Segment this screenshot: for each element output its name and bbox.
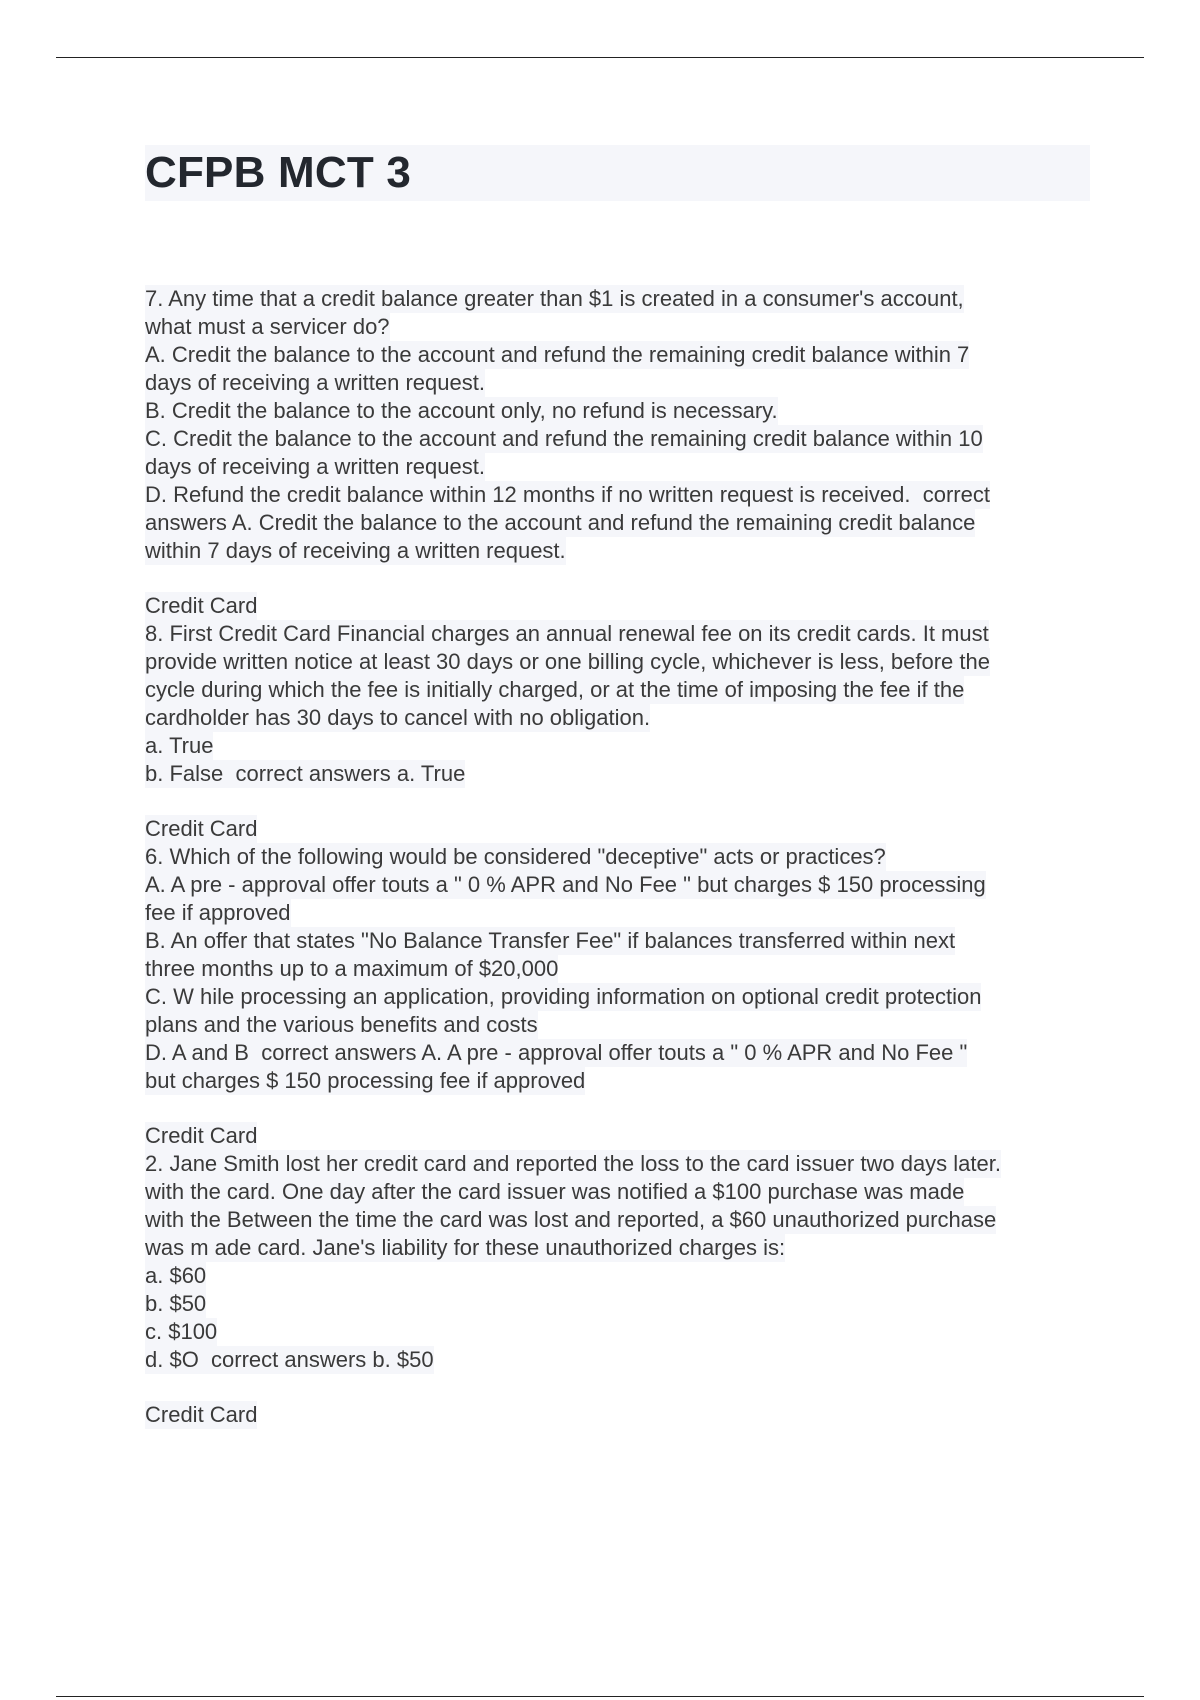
trailing-category-block: [145, 1401, 1090, 1429]
answer-line: d. $O correct answers b. $50: [145, 1347, 434, 1372]
answer-line: b. False correct answers a. True: [145, 761, 466, 786]
question-line: what must a servicer do?: [145, 314, 390, 339]
question-line: 7. Any time that a credit balance greater than $1 is created in a consumer's account,: [145, 286, 964, 311]
answer-line: answers A. Credit the balance to the account and refund the remaining credit balance: [145, 510, 976, 535]
question-line: cycle during which the fee is initially charged, or at the time of imposing the fee if the: [145, 677, 965, 702]
title-band: [145, 145, 1090, 201]
option-line: C. Credit the balance to the account and refund the remaining credit balance within 10: [145, 426, 983, 451]
question-line: was m ade card. Jane's liability for these unauthorized charges is:: [145, 1235, 786, 1260]
question-block-2: [145, 1122, 1090, 1374]
option-line: a. $60: [145, 1263, 207, 1288]
option-line: plans and the various benefits and costs: [145, 1012, 538, 1037]
question-list: [145, 285, 1090, 1429]
option-line: b. $50: [145, 1291, 207, 1316]
category-label: Credit Card: [145, 1123, 258, 1148]
bottom-rule: [56, 1696, 1144, 1697]
category-label: Credit Card: [145, 1402, 258, 1427]
question-line: with the card. One day after the card issuer was notified a $100 purchase was made: [145, 1179, 965, 1204]
option-line: days of receiving a written request.: [145, 370, 485, 395]
page-title: CFPB MCT 3: [145, 148, 411, 197]
category-label: Credit Card: [145, 816, 258, 841]
option-line: a. True: [145, 733, 214, 758]
option-line: days of receiving a written request.: [145, 454, 485, 479]
question-line: provide written notice at least 30 days or one billing cycle, whichever is less, before the: [145, 649, 990, 674]
question-line: 8. First Credit Card Financial charges an annual renewal fee on its credit cards. It must: [145, 621, 989, 646]
question-block-7: [145, 285, 1090, 565]
option-line: B. Credit the balance to the account only, no refund is necessary.: [145, 398, 778, 423]
question-block-6: [145, 815, 1090, 1095]
question-line: 2. Jane Smith lost her credit card and reported the loss to the card issuer two days later.: [145, 1151, 1001, 1176]
answer-line: but charges $ 150 processing fee if approved: [145, 1068, 586, 1093]
option-line: D. Refund the credit balance within 12 months if no written request is received. correct: [145, 482, 990, 507]
question-line: 6. Which of the following would be considered "deceptive" acts or practices?: [145, 844, 886, 869]
option-line: C. W hile processing an application, providing information on optional credit protection: [145, 984, 982, 1009]
option-line: c. $100: [145, 1319, 218, 1344]
option-line: B. An offer that states "No Balance Transfer Fee" if balances transferred within next: [145, 928, 956, 953]
option-line: A. A pre - approval offer touts a " 0 % APR and No Fee " but charges $ 150 processing: [145, 872, 986, 897]
question-line: cardholder has 30 days to cancel with no obligation.: [145, 705, 651, 730]
answer-line: D. A and B correct answers A. A pre - approval offer touts a " 0 % APR and No Fee ": [145, 1040, 968, 1065]
option-line: fee if approved: [145, 900, 291, 925]
question-line: with the Between the time the card was lost and reported, a $60 unauthorized purchase: [145, 1207, 997, 1232]
answer-line: within 7 days of receiving a written request.: [145, 538, 566, 563]
page-content: [145, 145, 1090, 1456]
category-label: Credit Card: [145, 593, 258, 618]
top-rule: [56, 57, 1144, 58]
question-block-8: [145, 592, 1090, 788]
option-line: A. Credit the balance to the account and refund the remaining credit balance within 7: [145, 342, 970, 367]
option-line: three months up to a maximum of $20,000: [145, 956, 559, 981]
